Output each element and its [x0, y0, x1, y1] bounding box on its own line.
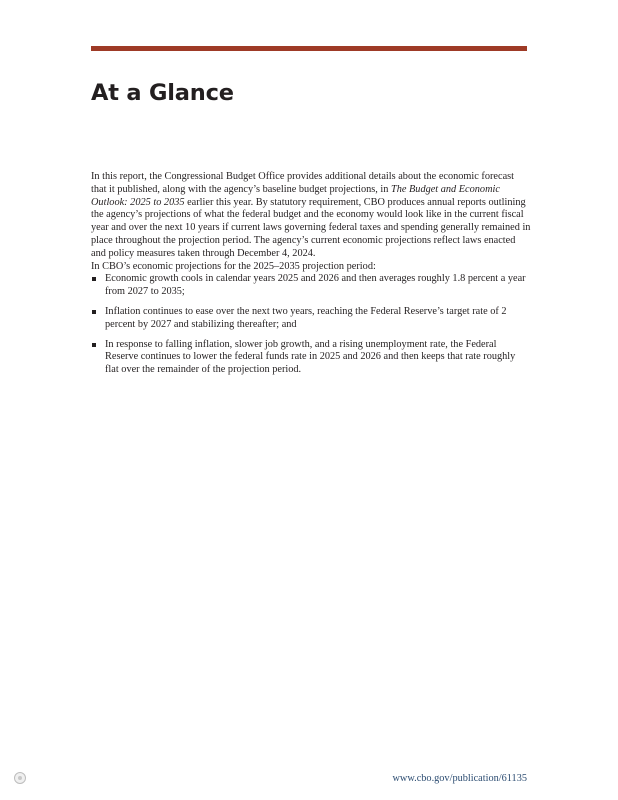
list-item — [91, 273, 531, 299]
body-text — [91, 171, 531, 384]
intro-paragraph — [91, 171, 531, 261]
page-title: At a Glance — [91, 80, 234, 106]
report-title: The Budget and Economic Outlook: 2025 to 2035 — [91, 183, 500, 208]
square-bullet-icon — [92, 343, 96, 347]
intro-text-2: earlier this year. By statutory requirement, CBO produces annual reports outlining the agency’s projections of what the federal budget and the economy would look like in the current fiscal year and over the next 10 years if current laws governing federal taxes and spending generally remained in place throughout the projection period. The agency’s current economic projections reflect laws enacted and policy measures taken through December 4, 2024. — [91, 196, 531, 259]
list-item-text: Economic growth cools in calendar years 2025 and 2026 and then averages roughly 1.8 percent a year from 2027 to 2035; — [105, 273, 526, 298]
header-rule — [91, 46, 527, 51]
intro-text-1: In this report, the Congressional Budget Office provides additional details about the economic forecast that it published, along with the agency’s baseline budget projections, in — [91, 171, 515, 195]
list-lead: In CBO’s economic projections for the 2025–2035 projection period: — [91, 260, 376, 272]
list-item-text: In response to falling inflation, slower job growth, and a rising unemployment rate, the Federal Reserve continues to lower the federal funds rate in 2025 and 2026 and then keeps that rate roughly flat over the remainder of the projection period. — [105, 338, 516, 376]
circle-icon — [14, 772, 26, 784]
square-bullet-icon — [92, 310, 96, 314]
publication-link[interactable]: www.cbo.gov/publication/61135 — [392, 773, 527, 784]
square-bullet-icon — [92, 277, 96, 281]
list-item — [91, 339, 531, 377]
list-item — [91, 306, 531, 332]
bullet-list — [91, 273, 531, 377]
list-item-text: Inflation continues to ease over the next two years, reaching the Federal Reserve’s target rate of 2 percent by 2027 and stabilizing thereafter; and — [105, 305, 507, 330]
